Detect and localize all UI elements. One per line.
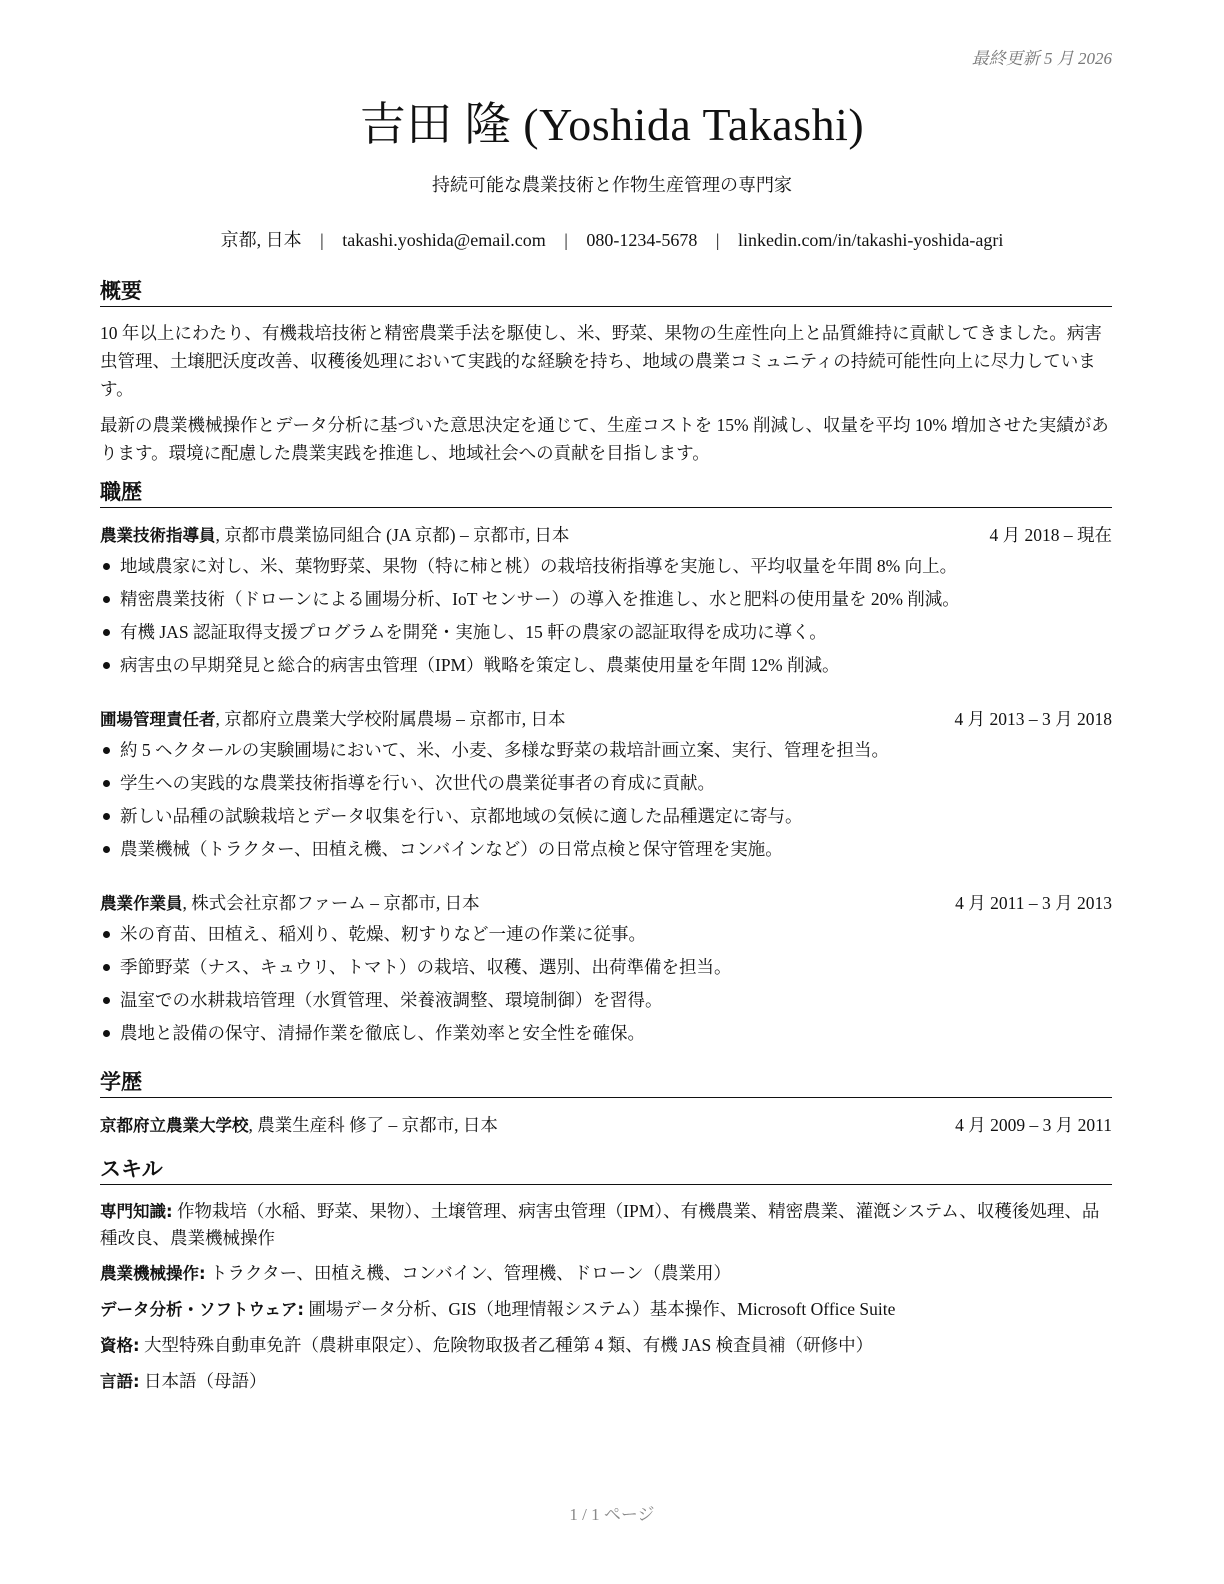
job-title-line <box>100 521 569 550</box>
section-title-summary: 概要 <box>100 278 1112 307</box>
list-item: 精密農業技術（ドローンによる圃場分析、IoT センサー）の導入を推進し、水と肥料の使用量を 20% 削減。 <box>100 583 1112 616</box>
section-title-education: 学歴 <box>100 1069 1112 1098</box>
job-title-line <box>100 889 480 918</box>
skill-label: 農業機械操作: <box>100 1264 206 1283</box>
job-title-line <box>100 705 566 734</box>
skill-line <box>100 1198 1112 1251</box>
job-dates: 4 月 2013 – 3 月 2018 <box>954 709 1112 729</box>
skill-value: 作物栽培（水稲、野菜、果物）、土壌管理、病害虫管理（IPM）、有機農業、精密農業、灌漑システム、収穫後処理、品種改良、農業機械操作 <box>100 1201 1100 1248</box>
job-header <box>100 889 1112 918</box>
skill-label: データ分析・ソフトウェア: <box>100 1300 304 1319</box>
skill-line <box>100 1332 1112 1359</box>
list-item: 約 5 ヘクタールの実験圃場において、米、小麦、多様な野菜の栽培計画立案、実行、管理を担当。 <box>100 734 1112 767</box>
job-title: 農業技術指導員 <box>100 526 216 545</box>
job-bullets <box>100 550 1112 682</box>
candidate-name: 吉田 隆 (Yoshida Takashi) <box>359 99 865 150</box>
job-organization: , 株式会社京都ファーム – 京都市, 日本 <box>182 893 480 913</box>
list-item: 温室での水耕栽培管理（水質管理、栄養液調整、環境制御）を習得。 <box>100 984 1112 1017</box>
skill-value: 大型特殊自動車免許（農耕車限定）、危険物取扱者乙種第 4 類、有機 JAS 検査員補（研修中） <box>139 1335 874 1355</box>
page-number: 1 / 1 ページ <box>569 1505 655 1524</box>
contact-separator: | <box>715 230 720 250</box>
contact-line <box>0 226 1224 252</box>
contact-email[interactable]: takashi.yoshida@email.com <box>342 230 546 250</box>
education-header <box>100 1111 1112 1140</box>
job-dates: 4 月 2018 – 現在 <box>989 525 1112 545</box>
section-title-experience: 職歴 <box>100 479 1112 508</box>
summary-block <box>100 319 1112 475</box>
skill-label: 資格: <box>100 1336 140 1355</box>
skill-value: 圃場データ分析、GIS（地理情報システム）基本操作、Microsoft Office Suite <box>303 1299 896 1319</box>
list-item: 有機 JAS 認証取得支援プログラムを開発・実施し、15 軒の農家の認証取得を成功に導く。 <box>100 616 1112 649</box>
skills-block <box>100 1198 1112 1404</box>
skill-line <box>100 1368 1112 1395</box>
school-name: 京都府立農業大学校 <box>100 1116 249 1135</box>
list-item: 米の育苗、田植え、稲刈り、乾燥、籾すりなど一連の作業に従事。 <box>100 918 1112 951</box>
job-bullets <box>100 918 1112 1050</box>
contact-separator: | <box>564 230 568 250</box>
education-line <box>100 1111 498 1140</box>
job-title: 農業作業員 <box>100 894 183 913</box>
list-item: 病害虫の早期発見と総合的病害虫管理（IPM）戦略を策定し、農薬使用量を年間 12% 削減。 <box>100 649 1112 682</box>
job-entry <box>100 889 1112 1050</box>
list-item: 学生への実践的な農業技術指導を行い、次世代の農業従事者の育成に貢献。 <box>100 767 1112 800</box>
education-dates: 4 月 2009 – 3 月 2011 <box>955 1115 1112 1135</box>
education-detail: , 農業生産科 修了 – 京都市, 日本 <box>248 1115 498 1135</box>
job-organization: , 京都市農業協同組合 (JA 京都) – 京都市, 日本 <box>215 525 570 545</box>
summary-paragraph: 最新の農業機械操作とデータ分析に基づいた意思決定を通じて、生産コストを 15% 削減し、収量を平均 10% 増加させた実績があります。環境に配慮した農業実践を推進し、地域社会への貢献を目指します。 <box>100 415 1109 463</box>
list-item: 農地と設備の保守、清掃作業を徹底し、作業効率と安全性を確保。 <box>100 1017 1112 1050</box>
list-item: 地域農家に対し、米、葉物野菜、果物（特に柿と桃）の栽培技術指導を実施し、平均収量を年間 8% 向上。 <box>100 550 1112 583</box>
contact-linkedin[interactable]: linkedin.com/in/takashi-yoshida-agri <box>737 230 1004 250</box>
job-entry <box>100 521 1112 682</box>
summary-paragraph: 10 年以上にわたり、有機栽培技術と精密農業手法を駆使し、米、野菜、果物の生産性向上と品質維持に貢献してきました。病害虫管理、土壌肥沃度改善、収穫後処理において実践的な経験を持ち、地域の農業コミュニティの持続可能性向上に尽力しています。 <box>100 323 1102 399</box>
job-title: 圃場管理責任者 <box>100 710 216 729</box>
job-bullets <box>100 734 1112 866</box>
job-header <box>100 705 1112 734</box>
list-item: 農業機械（トラクター、田植え機、コンバインなど）の日常点検と保守管理を実施。 <box>100 833 1112 866</box>
section-title-skills: スキル <box>100 1156 1112 1185</box>
job-dates: 4 月 2011 – 3 月 2013 <box>955 893 1112 913</box>
skill-label: 専門知識: <box>100 1202 173 1221</box>
contact-location: 京都, 日本 <box>220 230 302 250</box>
tagline: 持続可能な農業技術と作物生産管理の専門家 <box>432 175 792 195</box>
education-entry <box>100 1111 1112 1140</box>
skill-label: 言語: <box>100 1372 140 1391</box>
job-entry <box>100 705 1112 866</box>
skill-line <box>100 1296 1112 1323</box>
list-item: 季節野菜（ナス、キュウリ、トマト）の栽培、収穫、選別、出荷準備を担当。 <box>100 951 1112 984</box>
contact-separator: | <box>320 230 324 250</box>
skill-value: トラクター、田植え機、コンバイン、管理機、ドローン（農業用） <box>205 1263 731 1283</box>
skill-value: 日本語（母語） <box>139 1371 267 1391</box>
last-updated: 最終更新 5 月 2026 <box>971 49 1112 68</box>
job-organization: , 京都府立農業大学校附属農場 – 京都市, 日本 <box>215 709 566 729</box>
job-header <box>100 521 1112 550</box>
contact-phone[interactable]: 080-1234-5678 <box>586 230 698 250</box>
skill-line <box>100 1260 1112 1287</box>
list-item: 新しい品種の試験栽培とデータ収集を行い、京都地域の気候に適した品種選定に寄与。 <box>100 800 1112 833</box>
